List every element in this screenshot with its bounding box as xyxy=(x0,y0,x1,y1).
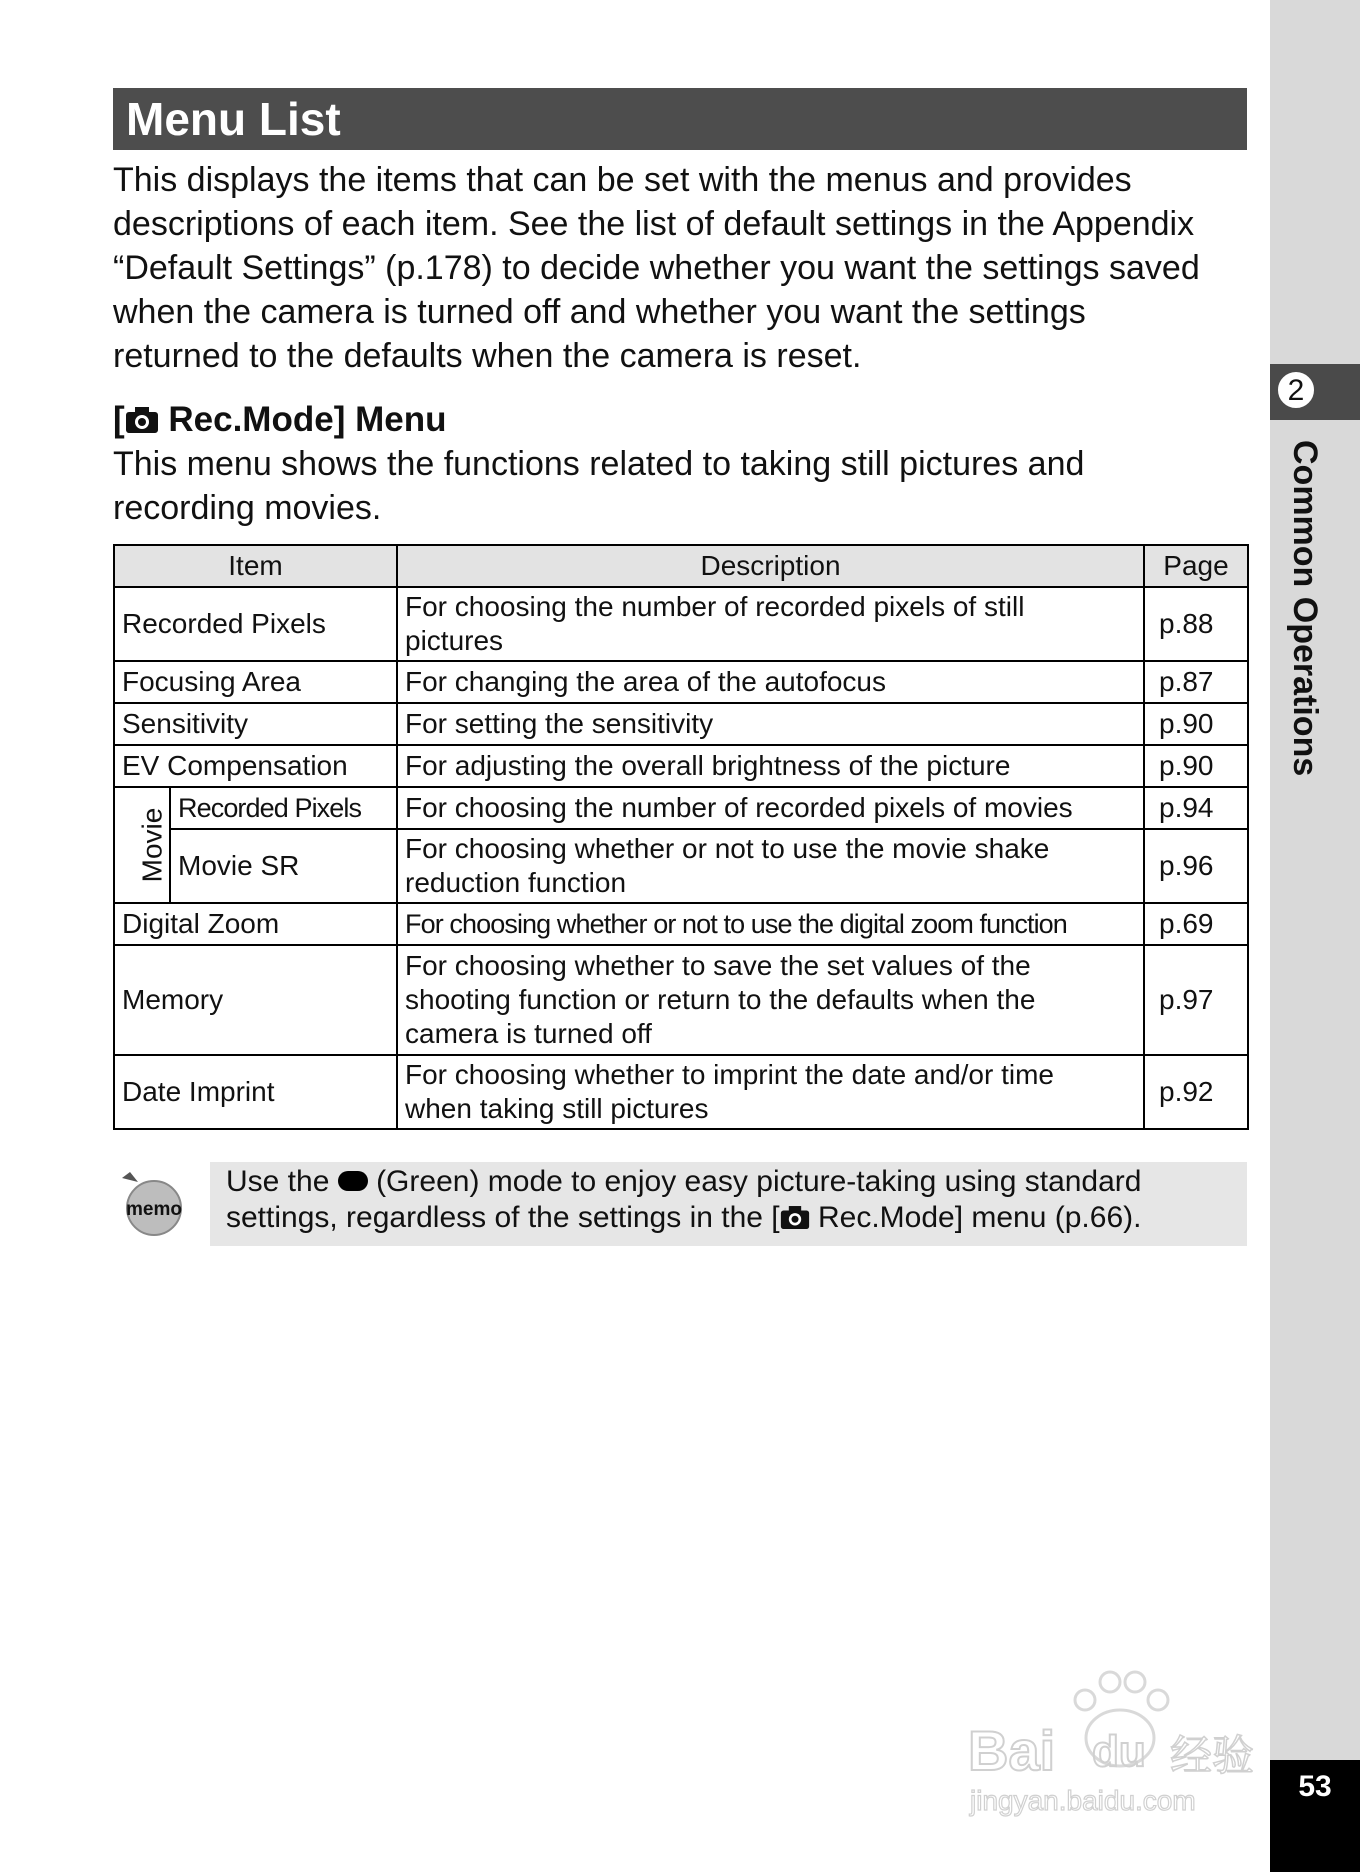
page-cell: p.90 xyxy=(1144,745,1248,787)
watermark-brand-cn: 经验 xyxy=(1170,1731,1255,1780)
item-cell: Date Imprint xyxy=(114,1055,397,1129)
page-number: 53 xyxy=(1298,1770,1332,1803)
table-row xyxy=(114,745,1248,787)
table-row xyxy=(114,787,1248,829)
page-cell: p.90 xyxy=(1144,703,1248,745)
camera-icon xyxy=(125,399,159,447)
description-cell: For setting the sensitivity xyxy=(397,703,1144,745)
movie-group-label: Movie xyxy=(136,807,168,883)
item-cell: Recorded Pixels xyxy=(114,587,397,661)
section-description xyxy=(113,442,1263,530)
page-cell: p.97 xyxy=(1144,945,1248,1055)
header-item: Item xyxy=(114,545,397,587)
item-cell: Focusing Area xyxy=(114,661,397,703)
description-cell: For choosing whether to save the set values of the shooting function or return to the defaults when the camera is turned off xyxy=(397,945,1144,1055)
watermark-url: jingyan.baidu.com xyxy=(970,1785,1196,1816)
description-cell: For choosing whether or not to use the digital zoom function xyxy=(397,903,1144,945)
memo-icon xyxy=(116,1170,188,1236)
table-row xyxy=(114,945,1248,1055)
chapter-title: Common Operations xyxy=(1286,440,1324,777)
description-cell: For choosing the number of recorded pixels of movies xyxy=(397,787,1144,829)
table-row xyxy=(114,1055,1248,1129)
page-cell: p.88 xyxy=(1144,587,1248,661)
description-cell: For choosing the number of recorded pixels of still pictures xyxy=(397,587,1144,661)
description-cell: For choosing whether or not to use the movie shake reduction function xyxy=(397,829,1144,903)
item-cell: Sensitivity xyxy=(114,703,397,745)
table-row xyxy=(114,587,1248,661)
chapter-side-strip xyxy=(1270,0,1360,1872)
item-cell: Movie SR xyxy=(170,829,397,903)
baidu-watermark xyxy=(960,1660,1280,1820)
intro-line: This displays the items that can be set with the menus and provides xyxy=(113,161,1132,199)
table-row xyxy=(114,903,1248,945)
heading-bracket: [ xyxy=(113,400,125,439)
menu-table xyxy=(113,544,1249,1130)
description-cell: For adjusting the overall brightness of the picture xyxy=(397,745,1144,787)
intro-line: returned to the defaults when the camera is reset. xyxy=(113,337,862,375)
item-cell: Recorded Pixels xyxy=(170,787,397,829)
table-row xyxy=(114,829,1248,903)
movie-group-cell xyxy=(114,787,170,903)
header-description: Description xyxy=(397,545,1144,587)
intro-paragraph xyxy=(113,158,1263,378)
section-heading xyxy=(113,396,446,447)
memo-line: settings, regardless of the settings in the [ Rec.Mode] menu (p.66). xyxy=(226,1200,1246,1239)
section-desc-line: recording movies. xyxy=(113,489,382,527)
item-cell: Digital Zoom xyxy=(114,903,397,945)
page-cell: p.92 xyxy=(1144,1055,1248,1129)
section-desc-line: This menu shows the functions related to taking still pictures and xyxy=(113,445,1085,483)
memo-line: Use the (Green) mode to enjoy easy picture-taking using standard xyxy=(226,1165,1142,1198)
chapter-number-badge: 2 xyxy=(1276,370,1316,410)
item-cell: EV Compensation xyxy=(114,745,397,787)
header-page: Page xyxy=(1144,545,1248,587)
intro-line: when the camera is turned off and whether you want the settings xyxy=(113,293,1086,331)
description-cell: For choosing whether to imprint the date and/or time when taking still pictures xyxy=(397,1055,1144,1129)
page-cell: p.69 xyxy=(1144,903,1248,945)
intro-line: “Default Settings” (p.178) to decide whether you want the settings saved xyxy=(113,249,1200,287)
table-header-row xyxy=(114,545,1248,587)
camera-icon xyxy=(780,1203,810,1239)
memo-text xyxy=(226,1164,1246,1239)
page-cell: p.94 xyxy=(1144,787,1248,829)
table-row xyxy=(114,661,1248,703)
page-cell: p.96 xyxy=(1144,829,1248,903)
memo-icon-label: memo xyxy=(126,1199,182,1220)
page-title: Menu List xyxy=(126,93,341,145)
heading-text: Rec.Mode] Menu xyxy=(158,400,447,439)
page-cell: p.87 xyxy=(1144,661,1248,703)
watermark-brand-du: du xyxy=(1092,1727,1146,1776)
table-row xyxy=(114,703,1248,745)
description-cell: For changing the area of the autofocus xyxy=(397,661,1144,703)
item-cell: Memory xyxy=(114,945,397,1055)
green-mode-icon xyxy=(338,1171,368,1191)
intro-line: descriptions of each item. See the list of default settings in the Appendix xyxy=(113,205,1195,243)
watermark-brand: Bai xyxy=(968,1719,1056,1782)
